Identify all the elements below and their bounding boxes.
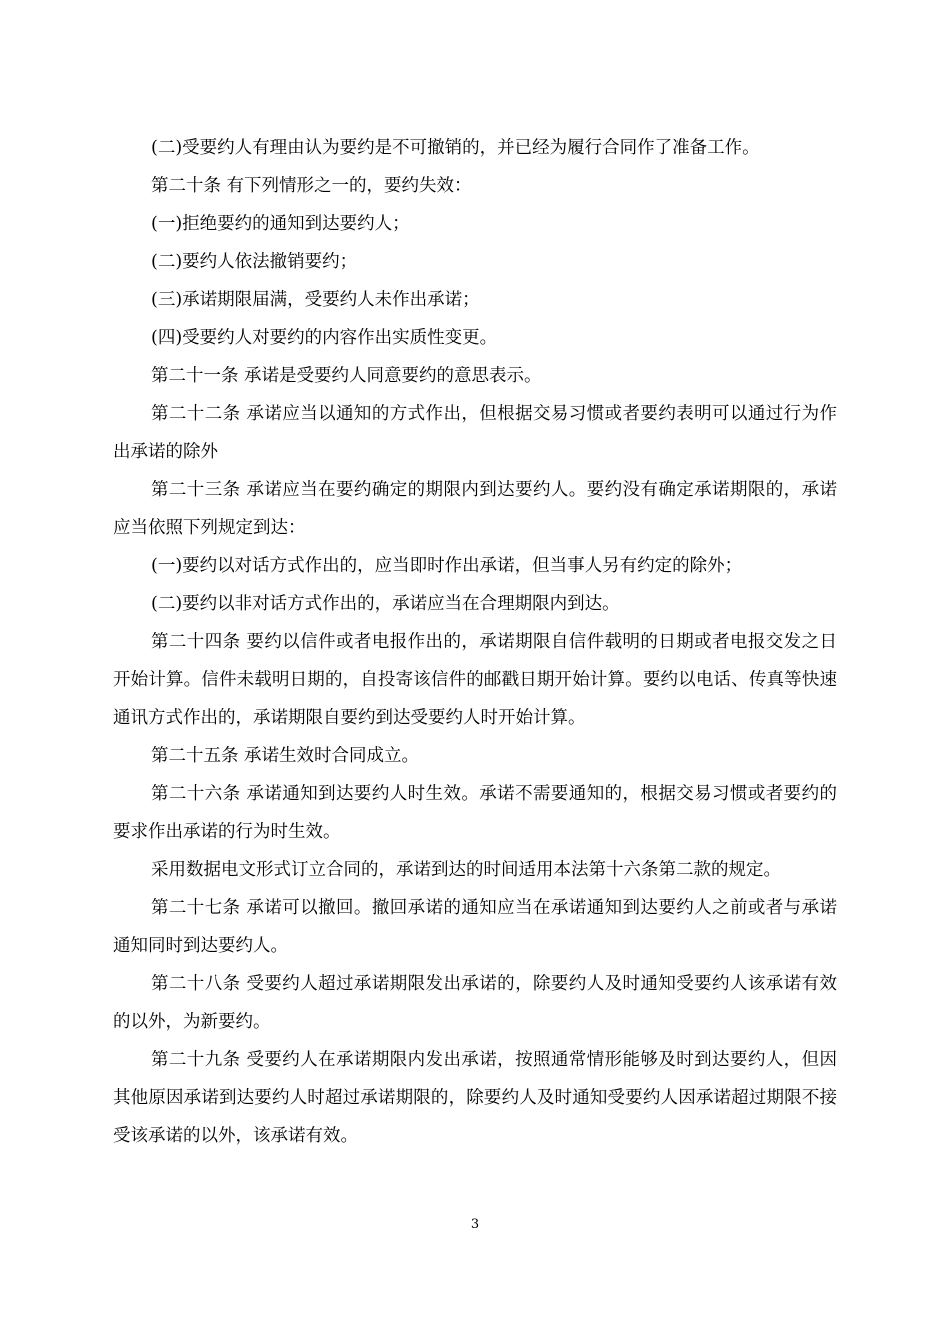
paragraph-9: 第二十三条 承诺应当在要约确定的期限内到达要约人。要约没有确定承诺期限的，承诺应当依照下列规定到达： — [113, 480, 837, 538]
paragraph-5: (三)承诺期限届满，受要约人未作出承诺； — [151, 290, 480, 310]
paragraph-6: (四)受要约人对要约的内容作出实质性变更。 — [151, 328, 498, 348]
page-number: 3 — [470, 1217, 480, 1232]
paragraph-1: (二)受要约人有理由认为要约是不可撤销的，并已经为履行合同作了准备工作。 — [151, 138, 760, 158]
paragraph-4: (二)要约人依法撤销要约； — [151, 252, 358, 272]
paragraph-3: (一)拒绝要约的通知到达要约人； — [151, 214, 410, 234]
paragraph-13: 第二十五条 承诺生效时合同成立。 — [151, 746, 420, 766]
paragraph-10: (一)要约以对话方式作出的，应当即时作出承诺，但当事人另有约定的除外； — [151, 556, 743, 576]
paragraph-2: 第二十条 有下列情形之一的，要约失效： — [151, 176, 472, 196]
paragraph-15: 采用数据电文形式订立合同的，承诺到达的时间适用本法第十六条第二款的规定。 — [151, 860, 781, 880]
paragraph-11: (二)要约以非对话方式作出的，承诺应当在合理期限内到达。 — [151, 594, 620, 614]
paragraph-12: 第二十四条 要约以信件或者电报作出的，承诺期限自信件载明的日期或者电报交发之日开始计算。信件未载明日期的，自投寄该信件的邮戳日期开始计算。要约以电话、传真等快速通讯方式作出的，承诺期限自要约到达受要约人时开始计算。 — [113, 632, 837, 728]
paragraph-8: 第二十二条 承诺应当以通知的方式作出，但根据交易习惯或者要约表明可以通过行为作出承诺的除外 — [113, 404, 837, 462]
document-body — [113, 129, 837, 1155]
paragraph-18: 第二十九条 受要约人在承诺期限内发出承诺，按照通常情形能够及时到达要约人，但因其他原因承诺到达要约人时超过承诺期限的，除要约人及时通知受要约人因承诺超过期限不接受该承诺的以外，该承诺有效。 — [113, 1050, 837, 1146]
paragraph-14: 第二十六条 承诺通知到达要约人时生效。承诺不需要通知的，根据交易习惯或者要约的要求作出承诺的行为时生效。 — [113, 784, 837, 842]
paragraph-7: 第二十一条 承诺是受要约人同意要约的意思表示。 — [151, 366, 542, 386]
paragraph-16: 第二十七条 承诺可以撤回。撤回承诺的通知应当在承诺通知到达要约人之前或者与承诺通知同时到达要约人。 — [113, 898, 837, 956]
paragraph-17: 第二十八条 受要约人超过承诺期限发出承诺的，除要约人及时通知受要约人该承诺有效的以外，为新要约。 — [113, 974, 837, 1032]
